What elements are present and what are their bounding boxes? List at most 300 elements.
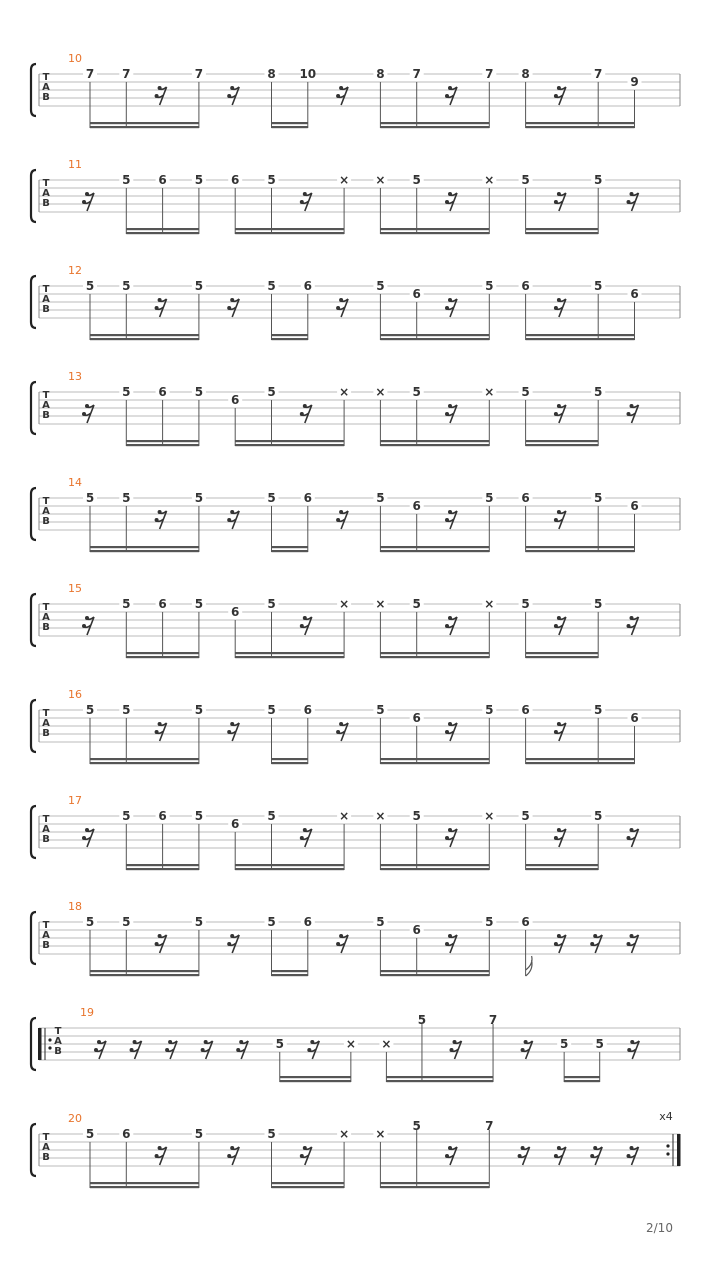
fret-number: 6: [231, 173, 240, 187]
beam: [272, 970, 308, 972]
fret-number: 6: [521, 915, 530, 929]
rest-dot: [85, 828, 89, 832]
fret-number: 5: [194, 279, 204, 293]
fret-number: 7: [485, 67, 494, 81]
tab-clef-letter: B: [42, 728, 50, 739]
beam: [90, 122, 199, 124]
repeat-dot: [666, 1144, 669, 1147]
beam: [90, 1186, 199, 1188]
beam: [126, 232, 199, 234]
fret-number: 6: [630, 287, 639, 301]
fret-number: 5: [122, 809, 131, 823]
rest-dot: [518, 1154, 522, 1158]
dead-note: ×: [375, 1127, 386, 1141]
fret-number: 6: [412, 287, 421, 301]
fret-number: 5: [194, 1127, 204, 1141]
beam: [526, 338, 635, 340]
tab-system: [31, 264, 680, 340]
rest-dot: [557, 934, 561, 938]
fret-number: 5: [267, 809, 276, 823]
rest-dot: [445, 94, 449, 98]
beam: [380, 550, 489, 552]
beam: [90, 550, 199, 552]
rest-dot: [336, 730, 340, 734]
fret-number: 5: [194, 809, 204, 823]
rest-dot: [554, 94, 558, 98]
fret-number: 6: [521, 491, 530, 505]
beam: [380, 864, 489, 866]
fret-number: 5: [485, 491, 494, 505]
beam: [386, 1076, 493, 1078]
beam: [564, 1080, 600, 1082]
rest-dot: [627, 942, 631, 946]
fret-number: 5: [594, 173, 603, 187]
fret-number: 5: [122, 385, 131, 399]
fret-number: 5: [194, 385, 204, 399]
fret-number: 6: [412, 711, 421, 725]
beam: [90, 546, 199, 548]
beam: [272, 338, 308, 340]
fret-number: 5: [267, 915, 276, 929]
beam: [272, 762, 308, 764]
beam: [126, 228, 199, 230]
beam: [90, 970, 199, 972]
rest-dot: [85, 192, 89, 196]
system-bracket: [31, 1018, 36, 1070]
rest-dot: [557, 616, 561, 620]
rest-dot: [557, 1146, 561, 1150]
fret-number: 6: [158, 173, 167, 187]
beam: [380, 1186, 489, 1188]
rest-dot: [158, 934, 162, 938]
beam: [126, 652, 199, 654]
rest-dot: [630, 616, 634, 620]
rest-dot: [336, 306, 340, 310]
measure-number: 18: [68, 900, 82, 913]
fret-number: 5: [194, 173, 204, 187]
rest-dot: [448, 298, 452, 302]
measure-number: 14: [68, 476, 82, 489]
fret-number: 5: [412, 597, 421, 611]
beam: [272, 334, 308, 336]
rest-dot: [303, 616, 307, 620]
rest-dot: [339, 510, 343, 514]
fret-number: 6: [122, 1127, 131, 1141]
rest-dot: [524, 1040, 528, 1044]
fret-number: 5: [267, 279, 276, 293]
rest-dot: [300, 624, 304, 628]
fret-number: 7: [85, 67, 95, 81]
system-bracket: [31, 488, 36, 540]
fret-number: 5: [122, 915, 131, 929]
fret-number: 5: [521, 173, 530, 187]
rest-dot: [445, 836, 449, 840]
tab-clef-letter: A: [42, 612, 50, 623]
rest-dot: [133, 1040, 137, 1044]
fret-number: 5: [595, 1037, 604, 1051]
rest-dot: [453, 1040, 457, 1044]
beam: [235, 440, 344, 442]
fret-number: 5: [267, 1127, 276, 1141]
rest-dot: [627, 624, 631, 628]
tab-clef-letter: B: [42, 92, 50, 103]
tab-system: [31, 582, 680, 658]
beam: [526, 550, 635, 552]
tab-system: [31, 370, 680, 446]
dead-note: ×: [339, 1127, 350, 1141]
rest-dot: [557, 192, 561, 196]
fret-number: 5: [485, 915, 494, 929]
rest-dot: [155, 94, 159, 98]
fret-number: 7: [485, 1119, 494, 1133]
beam: [380, 334, 489, 336]
tab-clef-letter: A: [42, 930, 50, 941]
beam: [526, 122, 635, 124]
rest-dot: [557, 298, 561, 302]
beam: [380, 1182, 489, 1184]
fret-number: 6: [231, 393, 240, 407]
fret-number: 5: [376, 279, 385, 293]
fret-number: 5: [267, 173, 276, 187]
rest-dot: [158, 510, 162, 514]
dead-note: ×: [484, 385, 495, 399]
beam: [380, 868, 489, 870]
fret-number: 5: [594, 703, 603, 717]
beam: [526, 546, 635, 548]
rest-dot: [554, 942, 558, 946]
repeat-dot: [48, 1046, 51, 1049]
rest-dot: [445, 624, 449, 628]
dead-note: ×: [339, 597, 350, 611]
rest-dot: [300, 412, 304, 416]
beam: [272, 122, 308, 124]
measure-number: 15: [68, 582, 82, 595]
beam: [235, 652, 344, 654]
dead-note: ×: [375, 385, 386, 399]
fret-number: 7: [412, 67, 421, 81]
rest-dot: [227, 730, 231, 734]
fret-number: 5: [559, 1037, 569, 1051]
beam: [380, 546, 489, 548]
rest-dot: [227, 94, 231, 98]
system-bracket: [31, 594, 36, 646]
tab-clef-letter: B: [42, 198, 50, 209]
beam: [272, 126, 308, 128]
fret-number: 5: [267, 703, 276, 717]
beam: [380, 656, 489, 658]
fret-number: 5: [267, 385, 276, 399]
beam: [526, 868, 599, 870]
fret-number: 6: [158, 809, 167, 823]
system-bracket: [31, 276, 36, 328]
repeat-start-thick: [38, 1028, 42, 1060]
fret-number: 5: [85, 279, 95, 293]
rest-dot: [158, 1146, 162, 1150]
beam: [380, 762, 489, 764]
tab-clef-letter: T: [42, 284, 50, 295]
rest-dot: [448, 404, 452, 408]
tab-clef-letter: A: [42, 1142, 50, 1153]
beam: [90, 126, 199, 128]
measure-number: 12: [68, 264, 82, 277]
rest-dot: [557, 722, 561, 726]
fret-number: 5: [412, 809, 421, 823]
rest-dot: [303, 192, 307, 196]
beam: [272, 974, 308, 976]
system-bracket: [31, 912, 36, 964]
rest-dot: [94, 1048, 98, 1052]
system-bracket: [31, 64, 36, 116]
beam: [380, 974, 489, 976]
tab-clef-letter: B: [42, 304, 50, 315]
dead-note: ×: [381, 1037, 392, 1051]
rest-dot: [155, 730, 159, 734]
fret-number: 9: [630, 75, 639, 89]
beam: [280, 1080, 351, 1082]
tab-system: [31, 900, 680, 976]
tab-clef-letter: A: [42, 294, 50, 305]
rest-dot: [336, 94, 340, 98]
rest-dot: [236, 1048, 240, 1052]
fret-number: 7: [594, 67, 603, 81]
rest-dot: [590, 942, 594, 946]
beam: [126, 868, 199, 870]
fret-number: 6: [412, 499, 421, 513]
fret-number: 5: [594, 491, 603, 505]
rest-dot: [130, 1048, 134, 1052]
beam: [280, 1076, 351, 1078]
tab-clef-letter: B: [42, 940, 50, 951]
tab-clef-letter: A: [54, 1036, 62, 1047]
beam: [380, 758, 489, 760]
rest-dot: [97, 1040, 101, 1044]
rest-dot: [630, 192, 634, 196]
beam: [235, 868, 344, 870]
beam: [90, 974, 199, 976]
rest-dot: [227, 1154, 231, 1158]
fret-number: 6: [303, 703, 312, 717]
rest-dot: [230, 934, 234, 938]
rest-dot: [627, 1048, 631, 1052]
fret-number: 7: [488, 1013, 498, 1027]
rest-dot: [445, 306, 449, 310]
measure-number: 10: [68, 52, 82, 65]
fret-number: 6: [412, 923, 421, 937]
rest-dot: [630, 404, 634, 408]
dead-note: ×: [375, 809, 386, 823]
rest-dot: [554, 1154, 558, 1158]
rest-dot: [521, 1048, 525, 1052]
rest-dot: [339, 298, 343, 302]
fret-number: 8: [376, 67, 385, 81]
tab-clef-letter: T: [42, 708, 50, 719]
system-bracket: [31, 382, 36, 434]
rest-dot: [627, 200, 631, 204]
fret-number: 5: [521, 809, 530, 823]
rest-dot: [336, 942, 340, 946]
fret-number: 5: [376, 703, 385, 717]
fret-number: 5: [194, 597, 204, 611]
dead-note: ×: [484, 597, 495, 611]
rest-dot: [204, 1040, 208, 1044]
beam: [526, 864, 599, 866]
rest-dot: [630, 1040, 634, 1044]
fret-number: 5: [521, 385, 530, 399]
beam: [526, 228, 599, 230]
tab-clef-letter: B: [54, 1046, 62, 1057]
fret-number: 5: [412, 173, 421, 187]
rest-dot: [310, 1040, 314, 1044]
dead-note: ×: [375, 597, 386, 611]
beam: [272, 758, 308, 760]
rest-dot: [448, 510, 452, 514]
rest-dot: [445, 942, 449, 946]
rest-dot: [339, 934, 343, 938]
beam: [272, 546, 308, 548]
dead-note: ×: [339, 173, 350, 187]
tab-system: [31, 52, 680, 128]
beam: [235, 232, 344, 234]
rest-dot: [445, 518, 449, 522]
rest-dot: [300, 200, 304, 204]
fret-number: 8: [521, 67, 530, 81]
rest-dot: [155, 306, 159, 310]
dead-note: ×: [339, 385, 350, 399]
dead-note: ×: [484, 173, 495, 187]
tab-system: [31, 1006, 680, 1082]
rest-dot: [158, 86, 162, 90]
fret-number: 5: [194, 703, 204, 717]
rest-dot: [300, 1154, 304, 1158]
fret-number: 5: [267, 597, 276, 611]
system-bracket: [31, 806, 36, 858]
rest-dot: [448, 828, 452, 832]
rest-dot: [557, 86, 561, 90]
dead-note: ×: [339, 809, 350, 823]
fret-number: 6: [521, 703, 530, 717]
rest-dot: [158, 722, 162, 726]
fret-number: 5: [594, 385, 603, 399]
note-flag: [526, 956, 532, 976]
fret-number: 10: [299, 67, 317, 81]
rest-dot: [168, 1040, 172, 1044]
measure-number: 17: [68, 794, 82, 807]
rest-dot: [82, 624, 86, 628]
system-bracket: [31, 700, 36, 752]
rest-dot: [554, 730, 558, 734]
beam: [380, 652, 489, 654]
rest-dot: [554, 306, 558, 310]
beam: [526, 440, 599, 442]
beam: [526, 656, 599, 658]
tab-system: [31, 476, 680, 552]
fret-number: 5: [122, 173, 131, 187]
rest-dot: [521, 1146, 525, 1150]
beam: [526, 232, 599, 234]
tab-clef-letter: A: [42, 718, 50, 729]
measure-number: 19: [80, 1006, 94, 1019]
rest-dot: [336, 518, 340, 522]
measure-number: 20: [68, 1112, 82, 1125]
dead-note: ×: [484, 809, 495, 823]
beam: [380, 444, 489, 446]
beam: [126, 864, 199, 866]
fret-number: 6: [521, 279, 530, 293]
tab-clef-letter: B: [42, 622, 50, 633]
rest-dot: [303, 828, 307, 832]
fret-number: 5: [85, 703, 95, 717]
beam: [564, 1076, 600, 1078]
beam: [272, 550, 308, 552]
rest-dot: [303, 404, 307, 408]
fret-number: 5: [85, 491, 95, 505]
rest-dot: [227, 306, 231, 310]
rest-dot: [445, 1154, 449, 1158]
beam: [90, 1182, 199, 1184]
rest-dot: [445, 730, 449, 734]
repeat-dot: [48, 1038, 51, 1041]
fret-number: 6: [158, 385, 167, 399]
rest-dot: [85, 404, 89, 408]
beam: [526, 758, 635, 760]
rest-dot: [448, 722, 452, 726]
fret-number: 5: [376, 915, 385, 929]
beam: [380, 440, 489, 442]
measure-number: 13: [68, 370, 82, 383]
fret-number: 5: [485, 279, 494, 293]
beam: [526, 126, 635, 128]
rest-dot: [557, 404, 561, 408]
fret-number: 5: [275, 1037, 284, 1051]
rest-dot: [339, 86, 343, 90]
rest-dot: [448, 616, 452, 620]
rest-dot: [627, 1154, 631, 1158]
rest-dot: [593, 1146, 597, 1150]
fret-number: 5: [85, 1127, 95, 1141]
fret-number: 5: [122, 491, 131, 505]
rest-dot: [448, 192, 452, 196]
tab-clef-letter: T: [42, 72, 50, 83]
page-number: 2/10: [646, 1221, 673, 1235]
beam: [526, 334, 635, 336]
fret-number: 5: [376, 491, 385, 505]
rest-dot: [300, 836, 304, 840]
rest-dot: [630, 1146, 634, 1150]
tab-clef-letter: T: [42, 1132, 50, 1143]
system-bracket: [31, 1124, 36, 1176]
rest-dot: [630, 828, 634, 832]
rest-dot: [239, 1040, 243, 1044]
rest-dot: [630, 934, 634, 938]
rest-dot: [227, 942, 231, 946]
rest-dot: [445, 412, 449, 416]
rest-dot: [339, 722, 343, 726]
rest-dot: [593, 934, 597, 938]
beam: [90, 762, 199, 764]
rest-dot: [450, 1048, 454, 1052]
beam: [526, 444, 599, 446]
fret-number: 6: [303, 915, 312, 929]
beam: [380, 338, 489, 340]
tab-clef-letter: T: [42, 920, 50, 931]
tab-clef-letter: A: [42, 188, 50, 199]
fret-number: 6: [630, 711, 639, 725]
rest-dot: [445, 200, 449, 204]
fret-number: 6: [231, 817, 240, 831]
rest-dot: [557, 828, 561, 832]
beam: [126, 440, 199, 442]
fret-number: 6: [231, 605, 240, 619]
